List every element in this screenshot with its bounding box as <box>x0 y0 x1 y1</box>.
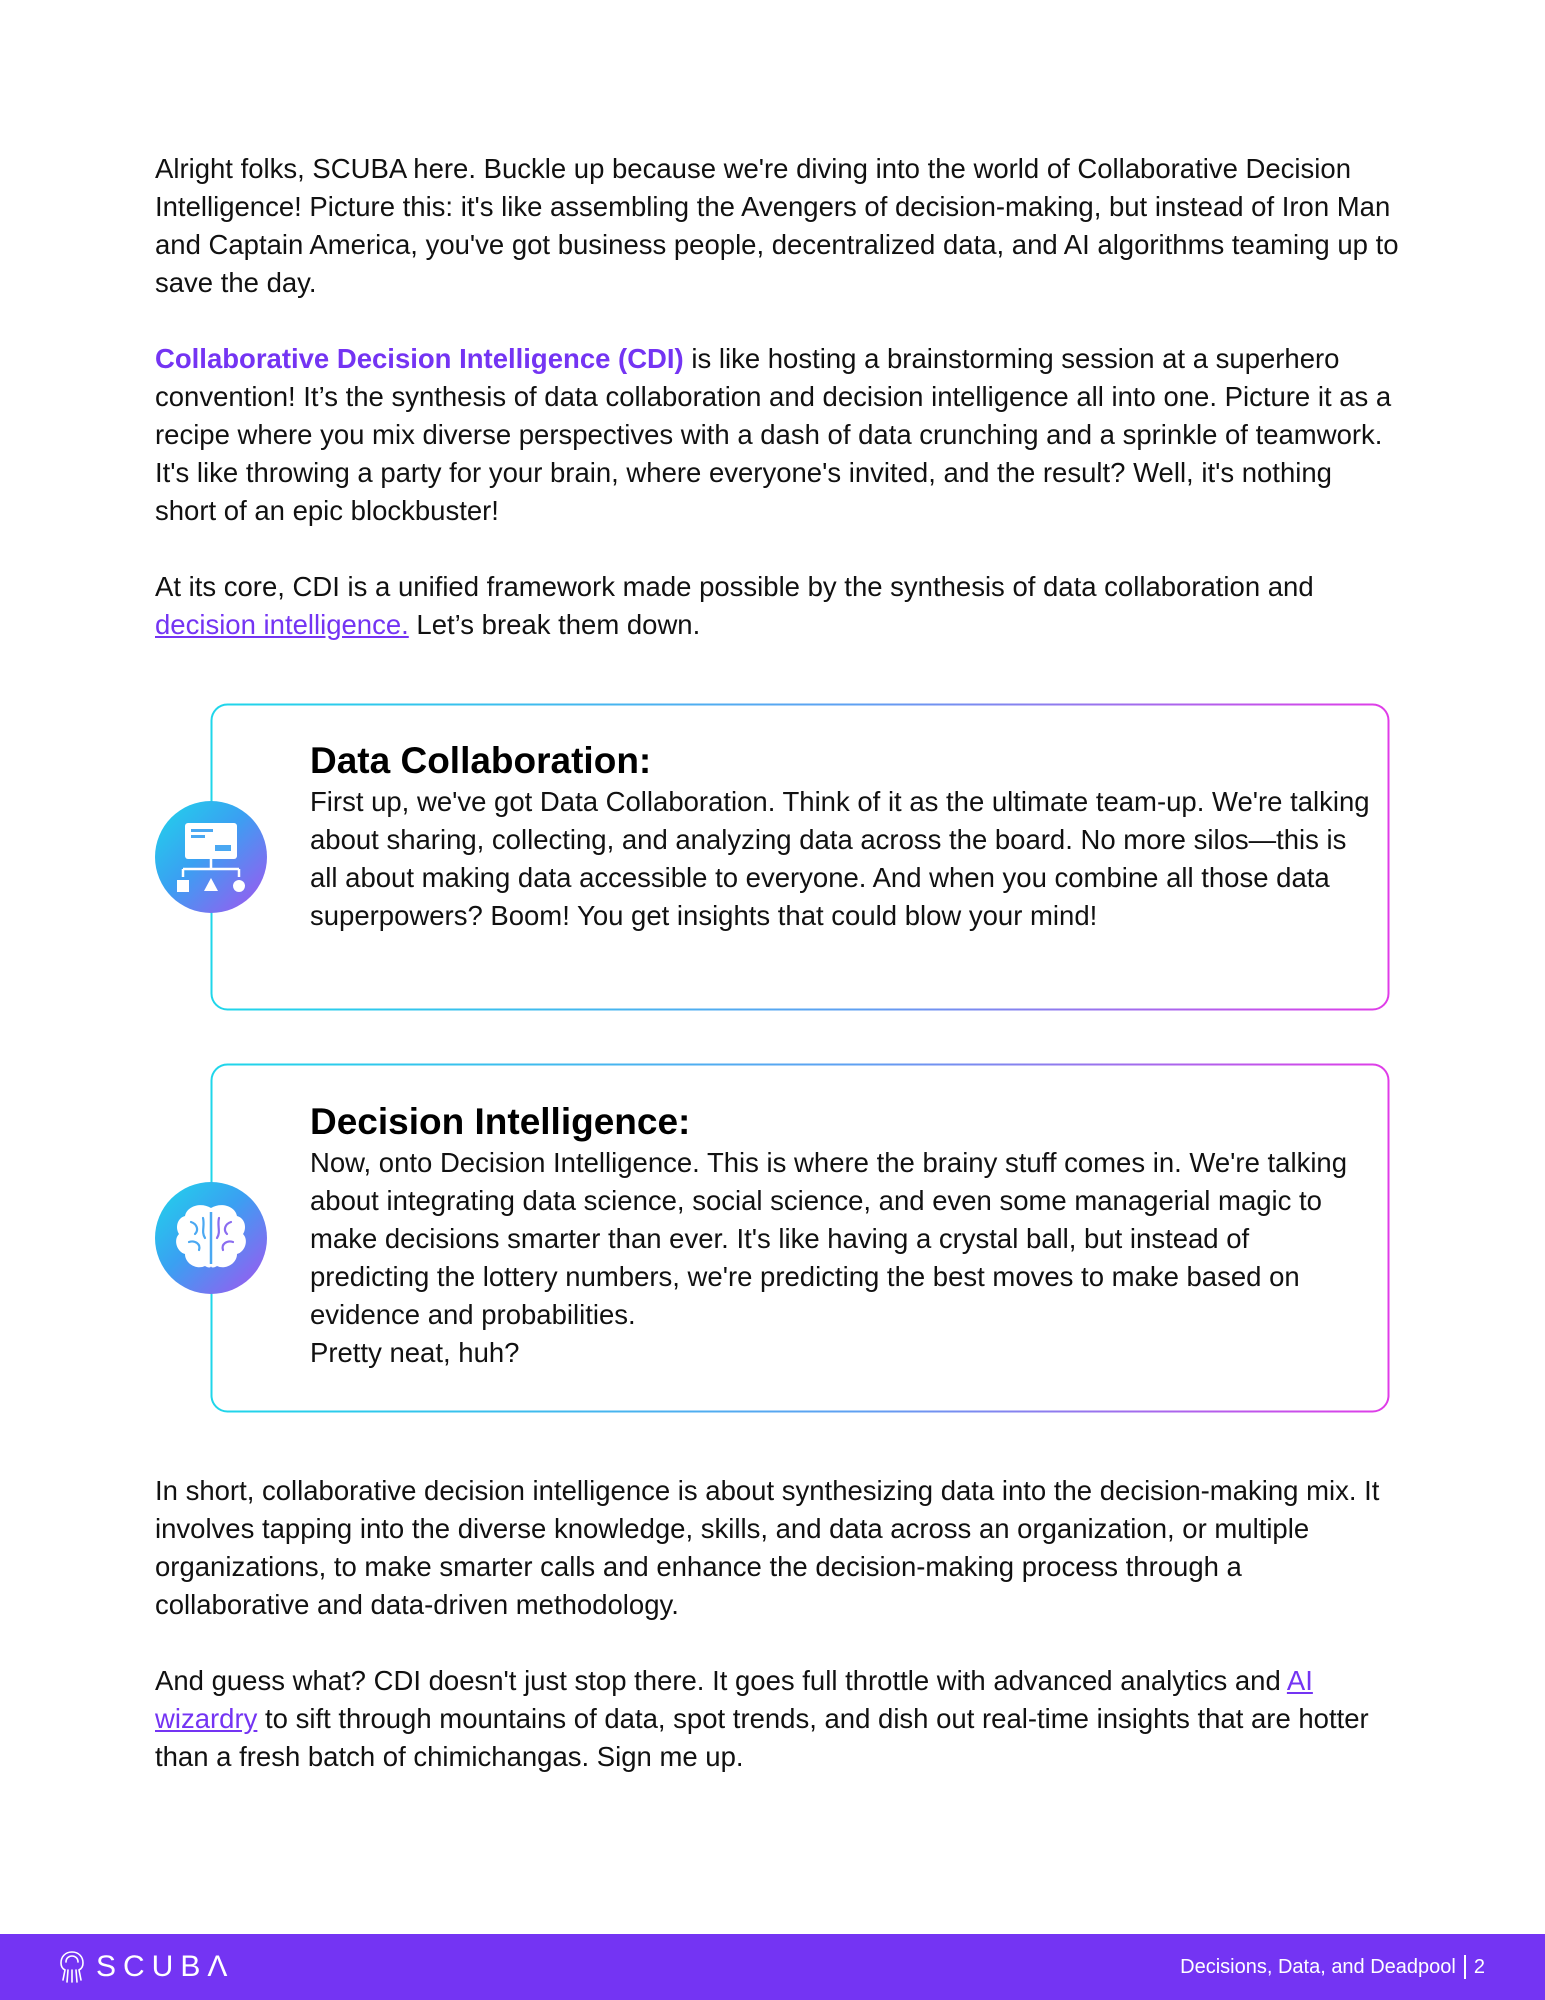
ai-wizardry-link[interactable]: AI wizardry <box>155 1665 1313 1734</box>
data-collaboration-card <box>210 703 1390 1011</box>
card-title: Data Collaboration: <box>310 740 652 781</box>
footer-page-info <box>1180 1954 1485 1980</box>
scuba-logo <box>58 1950 234 1984</box>
footer-divider <box>1464 1955 1466 1979</box>
card-text: First up, we've got Data Collaboration. Think of it as the ultimate team-up. We're talking about sharing, collecting, and analyzing data across the board. No more silos—this is all about making data accessible to everyone. And when you combine all those data superpowers? Boom! You get insights that could blow your mind! <box>310 786 1370 931</box>
core-paragraph <box>155 568 1400 644</box>
logo-text: SCUBΛ <box>96 1950 235 1983</box>
guess-text-after: to sift through mountains of data, spot trends, and dish out real-time insights that are hotter than a fresh batch of chimichangas. Sign me up. <box>155 1703 1369 1772</box>
intro-paragraph: Alright folks, SCUBA here. Buckle up because we're diving into the world of Collaborative Decision Intelligence! Picture this: it's like assembling the Avengers of decision-making, but instead of Iron Man and Captain America, you've got business people, decentralized data, and AI algorithms teaming up to save the day. <box>155 153 1399 298</box>
summary-paragraph: In short, collaborative decision intelligence is about synthesizing data into the decision-making mix. It involves tapping into the diverse knowledge, skills, and data across an organization, or multiple organizations, to make smarter calls and enhance the decision-making process through a collaborative and data-driven methodology. <box>155 1475 1380 1620</box>
cdi-paragraph <box>155 340 1400 530</box>
guess-text-before: And guess what? CDI doesn't just stop there. It goes full throttle with advanced analytics and <box>155 1665 1287 1696</box>
core-text-before: At its core, CDI is a unified framework made possible by the synthesis of data collaboration and <box>155 571 1314 602</box>
document-title: Decisions, Data, and Deadpool <box>1180 1956 1456 1978</box>
core-text-after: Let’s break them down. <box>408 609 701 640</box>
decision-intelligence-card <box>210 1063 1390 1413</box>
decision-intelligence-link[interactable]: decision intelligence. <box>155 609 409 640</box>
guess-paragraph <box>155 1662 1400 1776</box>
octopus-logo-icon <box>58 1950 86 1984</box>
page-number: 2 <box>1473 1956 1485 1978</box>
brain-icon <box>155 1182 267 1294</box>
card-title: Decision Intelligence: <box>310 1101 691 1142</box>
card-text: Now, onto Decision Intelligence. This is where the brainy stuff comes in. We're talking about integrating data science, social science, and even some managerial magic to make decisions smarter than ever. It's like having a crystal ball, but instead of predicting the lottery numbers, we're predicting the best moves to make based on evidence and probabilities. <box>310 1147 1348 1330</box>
data-network-icon <box>155 801 267 913</box>
cdi-paragraph-text: is like hosting a brainstorming session at a superhero convention! It’s the synthesis of data collaboration and decision intelligence all into one. Picture it as a recipe where you mix diverse perspectives with a dash of data crunching and a sprinkle of teamwork. It's like throwing a party for your brain, where everyone's invited, and the result? Well, it's nothing short of an epic blockbuster! <box>155 343 1392 526</box>
cdi-highlight: Collaborative Decision Intelligence (CDI) <box>155 343 684 374</box>
card-text-closing: Pretty neat, huh? <box>310 1337 520 1368</box>
footer-bar <box>0 1934 1545 2000</box>
